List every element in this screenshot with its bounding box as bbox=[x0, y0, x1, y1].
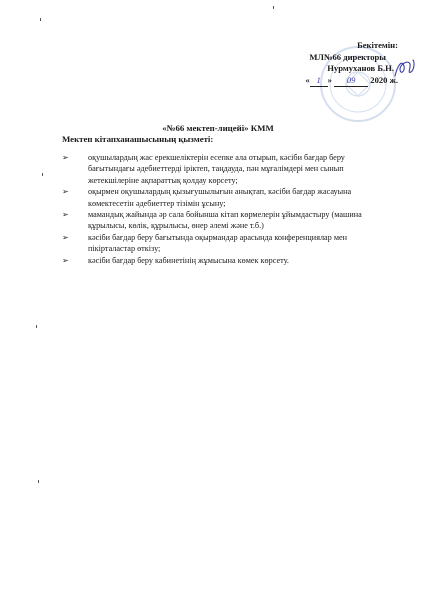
arrow-bullet-icon: ➢ bbox=[62, 187, 69, 197]
date-day: 1 bbox=[310, 75, 328, 88]
list-item bbox=[62, 186, 380, 209]
duty-text: мамандық жайында әр сала бойынша кітап көрмелерін ұйымдастыру (машина құрылысы, көлік, құрылысы, өнер әлемі және т.б.) bbox=[88, 210, 362, 231]
director-name: Нурмуханов Б.Н. bbox=[327, 63, 394, 74]
duty-text: оқушылардың жас ерекшеліктерін есепке ала отырып, кәсіби бағдар беру бағытындағы әдебиеттерді іріктеп, таңдауда, пән мұғалімдері мен сынып жетекшілеріне ақпараттық қолдау көрсету; bbox=[88, 153, 345, 185]
scan-mark bbox=[38, 480, 39, 483]
date-month: 09 bbox=[334, 75, 368, 88]
arrow-bullet-icon: ➢ bbox=[62, 153, 69, 162]
arrow-bullet-icon: ➢ bbox=[62, 255, 69, 265]
arrow-bullet-icon: ➢ bbox=[62, 210, 69, 220]
organization-title: «№66 мектеп-лицейі» КММ bbox=[162, 123, 274, 133]
date-close-quote: » bbox=[327, 74, 332, 85]
scan-mark bbox=[42, 173, 43, 176]
approved-label: Бекітемін: bbox=[357, 40, 398, 50]
date-open-quote: « bbox=[305, 74, 310, 85]
scan-mark bbox=[273, 6, 274, 9]
list-item bbox=[62, 255, 380, 266]
arrow-bullet-icon: ➢ bbox=[62, 232, 69, 242]
director-position: МЛ№66 директоры bbox=[309, 51, 386, 62]
date-year: 2020 ж. bbox=[370, 74, 398, 85]
scan-mark bbox=[36, 325, 37, 328]
approval-block bbox=[218, 40, 398, 87]
approval-date bbox=[218, 75, 398, 88]
section-title: Мектеп кітапханашысының қызметі: bbox=[62, 134, 214, 144]
scan-mark bbox=[40, 18, 41, 21]
list-item bbox=[62, 209, 380, 232]
duty-text: кәсіби бағдар беру бағытында оқырмандар арасында конференциялар мен пікірталастар өткізу; bbox=[88, 232, 348, 254]
duties-list bbox=[62, 152, 380, 266]
duty-text: оқырмен оқушылардың қызығушылығын анықтап, кәсіби бағдар жасауына көмектесетін әдебиеттер тізімін ұсыну; bbox=[88, 187, 352, 208]
list-item bbox=[62, 232, 380, 255]
list-item bbox=[62, 152, 380, 186]
duty-text: кәсіби бағдар беру кабинетінің жұмысына көмек көрсету. bbox=[88, 255, 289, 265]
